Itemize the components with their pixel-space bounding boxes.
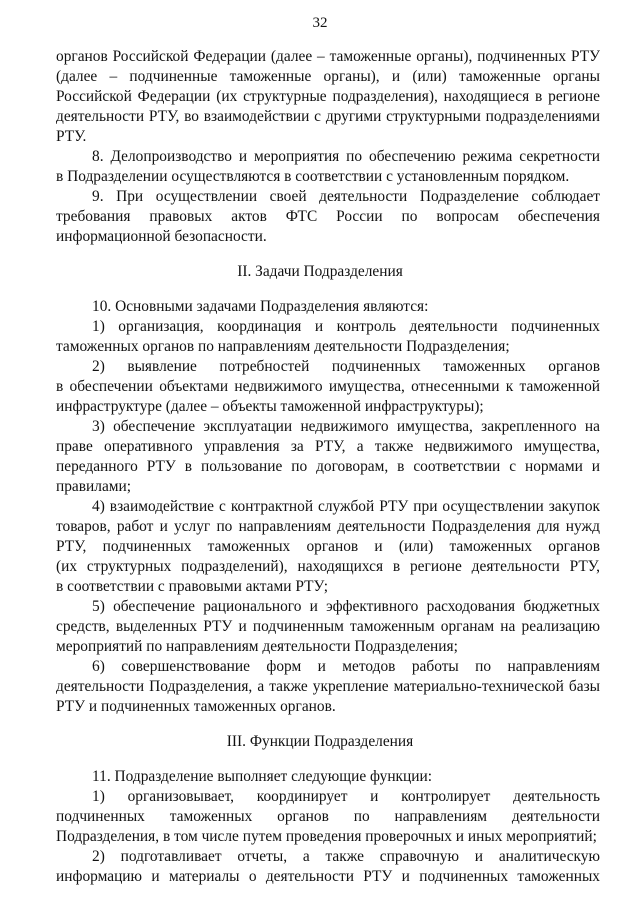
text-line: Подразделения, в том числе путем проведения проверочных и иных мероприятий; (56, 828, 597, 845)
text-line: 2) подготавливает отчеты, а также справочную и аналитическую (92, 848, 600, 865)
text-line: 2) выявление потребностей подчиненных таможенных органов (92, 358, 600, 375)
text-line: информационной безопасности. (56, 228, 267, 245)
text-line: РТУ и подчиненных таможенных органов. (56, 698, 336, 715)
text-line: товаров, работ и услуг по направлениям деятельности Подразделения для нужд (56, 518, 600, 535)
text-line: 10. Основными задачами Подразделения являются: (92, 298, 429, 315)
text-line: 4) взаимодействие с контрактной службой РТУ при осуществлении закупок (92, 498, 600, 515)
text-line: деятельности РТУ, во взаимодействии с другими структурными подразделениями (56, 108, 600, 125)
text-line: 1) организация, координация и контроль деятельности подчиненных (92, 318, 600, 335)
text-line: деятельности Подразделения, а также укрепление материально-технической базы (56, 678, 600, 695)
text-line: инфраструктуре (далее – объекты таможенной инфраструктуры); (56, 398, 484, 415)
text-line: мероприятий по направлениям деятельности Подразделения; (56, 638, 458, 655)
text-line: информацию и материалы о деятельности РТУ и подчиненных таможенных (56, 868, 600, 885)
text-line: (далее – подчиненные таможенные органы), и (или) таможенные органы (56, 68, 600, 85)
text-line: переданного РТУ в пользование по договорам, в соответствии с нормами и (56, 458, 600, 475)
section-heading: II. Задачи Подразделения (237, 263, 403, 280)
text-line: в обеспечении объектами недвижимого имущества, отнесенными к таможенной (56, 378, 600, 395)
text-line: РТУ. (56, 128, 87, 145)
text-line: органов Российской Федерации (далее – таможенные органы), подчиненных РТУ (56, 48, 600, 65)
page-number: 32 (312, 15, 328, 31)
text-line: (их структурных подразделений), находящихся в регионе деятельности РТУ, (56, 558, 600, 575)
text-line: Российской Федерации (их структурные подразделения), находящиеся в регионе (56, 88, 600, 105)
text-line: 8. Делопроизводство и мероприятия по обеспечению режима секретности (92, 148, 600, 165)
text-line: РТУ, подчиненных таможенных органов и (или) таможенных органов (56, 538, 600, 555)
text-line: правилами; (56, 478, 132, 495)
section-heading: III. Функции Подразделения (226, 733, 414, 750)
text-line: требования правовых актов ФТС России по вопросам обеспечения (56, 208, 600, 225)
text-line: в соответствии с правовыми актами РТУ; (56, 578, 329, 595)
text-line: 9. При осуществлении своей деятельности Подразделение соблюдает (92, 188, 600, 205)
text-line: 5) обеспечение рационального и эффективного расходования бюджетных (92, 598, 600, 615)
text-line: праве оперативного управления за РТУ, а также недвижимого имущества, (56, 438, 600, 455)
text-line: 1) организовывает, координирует и контролирует деятельность (92, 788, 600, 805)
text-line: подчиненных таможенных органов по направлениям деятельности (56, 808, 600, 825)
text-line: средств, выделенных РТУ и подчиненным таможенным органам на реализацию (56, 618, 600, 635)
text-line: таможенных органов по направлениям деятельности Подразделения; (56, 338, 510, 355)
text-line: в Подразделении осуществляются в соответствии с установленным порядком. (56, 168, 570, 185)
text-line: 11. Подразделение выполняет следующие функции: (92, 768, 433, 785)
text-line: 6) совершенствование форм и методов работы по направлениям (92, 658, 600, 675)
text-line: 3) обеспечение эксплуатации недвижимого имущества, закрепленного на (92, 418, 600, 435)
